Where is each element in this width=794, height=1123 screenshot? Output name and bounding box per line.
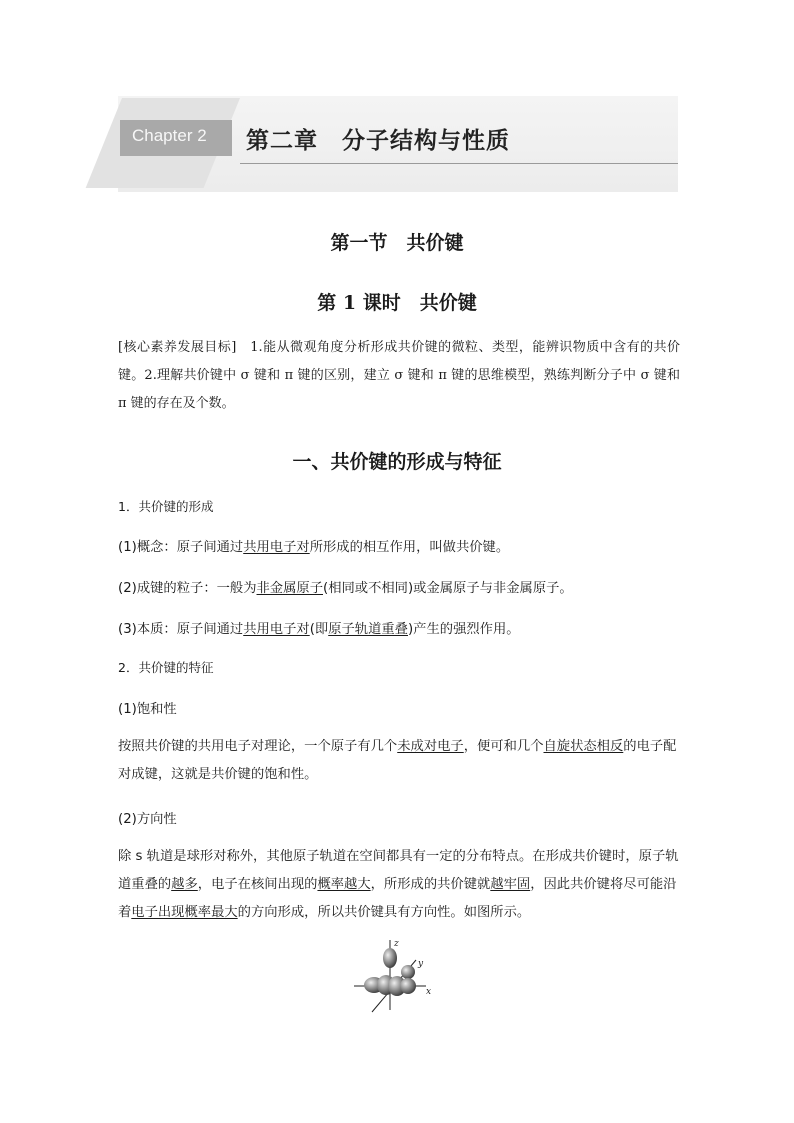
topic-title: 一、共价键的形成与特征 [292,451,502,473]
dir-a: 除 s 轨道是球形对称外，其他原子轨道在空间都具有一定的分布特点。在形成共价键时，原子轨道重叠的 [118,849,679,892]
s1-p2-a: (2)成键的粒子：一般为 [118,581,257,596]
s2-sub1: (1)饱和性 [118,702,177,717]
s1-p1-underline: 共用电子对 [243,540,310,555]
s1-p3 [118,618,680,637]
chapter-label: Chapter 2 [132,126,207,145]
objectives-text: 1.能从微观角度分析形成共价键的微粒、类型，能辨识物质中含有的共价键。2.理解共价键中 σ 键和 π 键的区别，建立 σ 键和 π 键的思维模型，熟练判断分子中 σ 键和 π 键的存在及个数。 [118,340,680,411]
s1-p1-a: (1)概念：原子间通过 [118,540,244,555]
s1-p2-underline: 非金属原子 [256,581,323,596]
s1-p3-c: )产生的强烈作用。 [407,622,520,637]
sat-a: 按照共价键的共用电子对理论，一个原子有几个 [118,739,398,754]
sat-underline-2: 自旋状态相反 [543,739,624,754]
s1-p3-a: (3)本质：原子间通过 [118,622,244,637]
dir-d: ，因此共价键将尽可能沿着 [118,877,677,920]
objectives-paragraph [118,334,680,418]
s1-p3-underline-2: 原子轨道重叠 [328,622,408,637]
sat-c: 的电子配对成键，这就是共价键的饱和性。 [118,739,677,782]
dir-c: ，所形成的共价键就 [370,877,491,892]
s1-p2 [118,577,680,596]
chapter-banner [118,96,678,192]
s1-p3-b: (即 [309,622,329,637]
lobe-z-upper [383,948,397,968]
dir-e: 的方向形成，所以共价键具有方向性。如图所示。 [237,905,531,920]
s1-p2-b: (相同或不相同)或金属原子与非金属原子。 [323,581,573,596]
section-title: 第一节 共价键 [330,232,464,254]
dir-underline-2: 概率越大 [317,877,371,892]
dir-underline-1: 越多 [171,877,198,892]
s1-p3-underline-1: 共用电子对 [243,622,310,637]
chapter-title: 第二章 分子结构与性质 [246,128,510,154]
s2-heading: 2．共价键的特征 [118,660,214,675]
x-axis-label: x [426,987,432,997]
s2-direction-paragraph [118,843,680,927]
dir-underline-3: 越牢固 [490,877,531,892]
banner-rule [240,163,678,164]
z-axis-label: z [394,939,399,949]
s1-p1-b: 所形成的相互作用，叫做共价键。 [309,540,510,555]
sat-underline-1: 未成对电子 [397,739,464,754]
s1-p1 [118,536,680,555]
orbital-overlap-figure [350,936,440,1020]
dir-underline-4: 电子出现概率最大 [131,905,238,920]
lobe-y-far [401,965,415,979]
objectives-tag: [核心素养发展目标] [118,340,237,355]
s2-sub2: (2)方向性 [118,812,177,827]
lesson-title: 第 1 课时 共价键 [317,292,477,314]
y-axis-label: y [418,959,424,969]
s2-saturation-paragraph [118,733,680,789]
lobe-x-right [400,978,416,994]
dir-b: ，电子在核间出现的 [197,877,318,892]
s1-heading: 1．共价键的形成 [118,499,214,514]
sat-b: ，便可和几个 [463,739,544,754]
